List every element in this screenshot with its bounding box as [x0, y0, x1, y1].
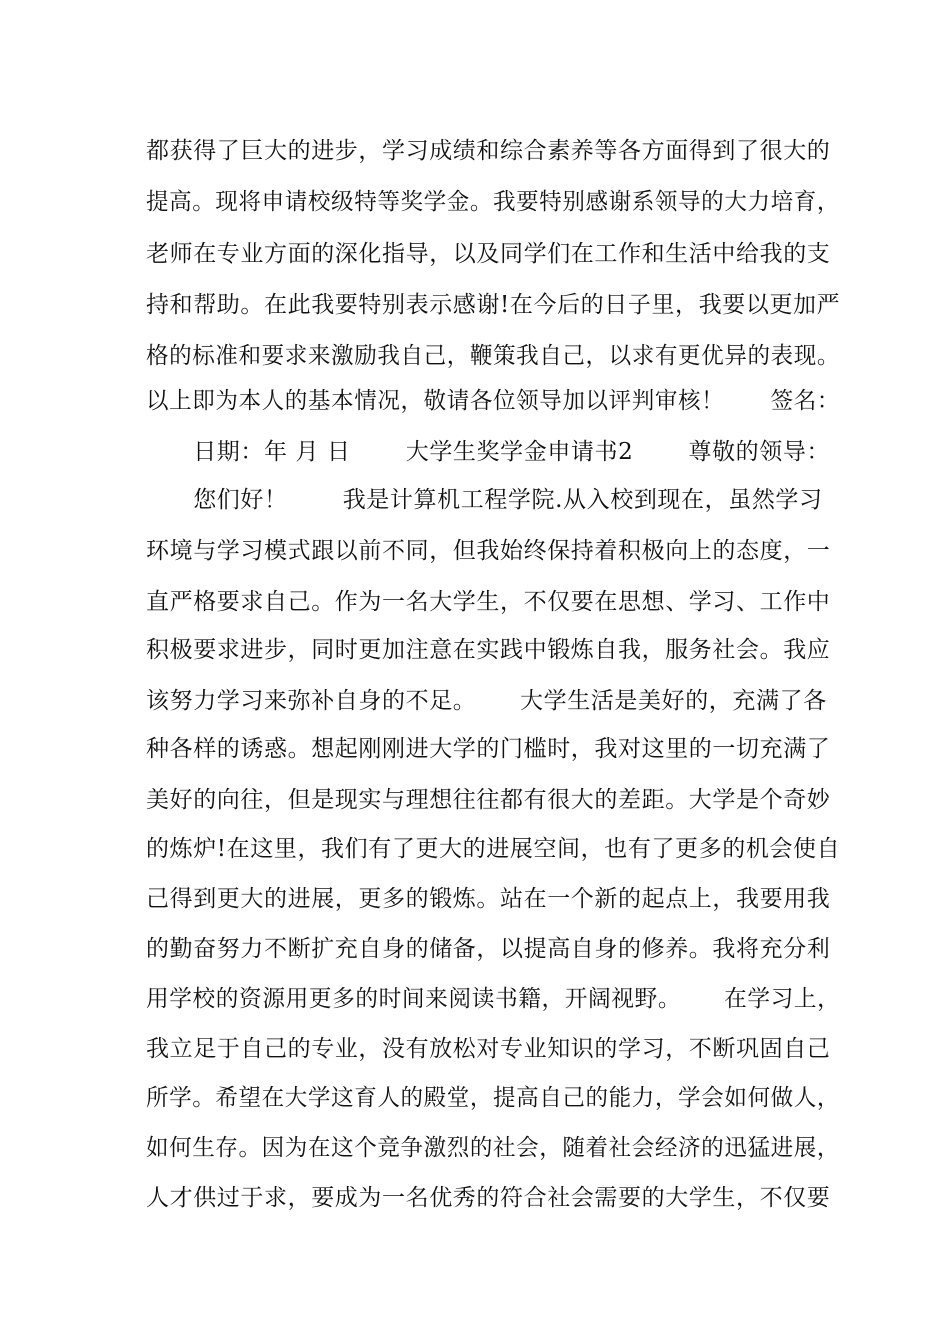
text-line: 我立足于自己的专业，没有放松对专业知识的学习，不断巩固自己	[146, 1036, 831, 1062]
text-line: 积极要求进步，同时更加注意在实践中锻炼自我，服务社会。我应	[146, 637, 831, 663]
text-line: 都获得了巨大的进步，学习成绩和综合素养等各方面得到了很大的	[146, 138, 831, 164]
text-line: 以上即为本人的基本情况，敬请各位领导加以评判审核！ 签名：	[146, 388, 840, 414]
text-line: 的勤奋努力不断扩充自身的储备，以提高自身的修养。我将充分利	[146, 936, 831, 962]
text-line: 格的标准和要求来激励我自己，鞭策我自己，以求有更优异的表现。	[146, 343, 840, 369]
text-line: 该努力学习来弥补自身的不足。 大学生活是美好的，充满了各	[146, 688, 827, 714]
text-line: 如何生存。因为在这个竞争激烈的社会，随着社会经济的迅猛进展，	[146, 1135, 840, 1161]
text-line: 己得到更大的进展，更多的锻炼。站在一个新的起点上，我要用我	[146, 886, 831, 912]
text-line: 您们好！ 我是计算机工程学院.从入校到现在，虽然学习	[146, 487, 823, 513]
text-line: 美好的向往，但是现实与理想往往都有很大的差距。大学是个奇妙	[146, 787, 831, 813]
text-line: 用学校的资源用更多的时间来阅读书籍，开阔视野。 在学习上，	[146, 986, 841, 1012]
text-line: 老师在专业方面的深化指导，以及同学们在工作和生活中给我的支	[146, 241, 831, 267]
text-line: 的炼炉!在这里，我们有了更大的进展空间，也有了更多的机会使自	[146, 836, 841, 862]
text-line: 提高。现将申请校级特等奖学金。我要特别感谢系领导的大力培育，	[146, 189, 840, 215]
text-line: 环境与学习模式跟以前不同，但我始终保持着积极向上的态度，一	[146, 538, 831, 564]
text-line: 持和帮助。在此我要特别表示感谢!在今后的日子里，我要以更加严	[146, 292, 841, 318]
text-line: 直严格要求自己。作为一名大学生，不仅要在思想、学习、工作中	[146, 589, 831, 615]
text-line: 种各样的诱惑。想起刚刚进大学的门槛时，我对这里的一切充满了	[146, 736, 831, 762]
text-line: 人才供过于求，要成为一名优秀的符合社会需要的大学生，不仅要	[146, 1185, 831, 1211]
text-line: 日期：年 月 日 大学生奖学金申请书2 尊敬的领导：	[146, 439, 831, 465]
text-line: 所学。希望在大学这育人的殿堂，提高自己的能力，学会如何做人，	[146, 1085, 840, 1111]
